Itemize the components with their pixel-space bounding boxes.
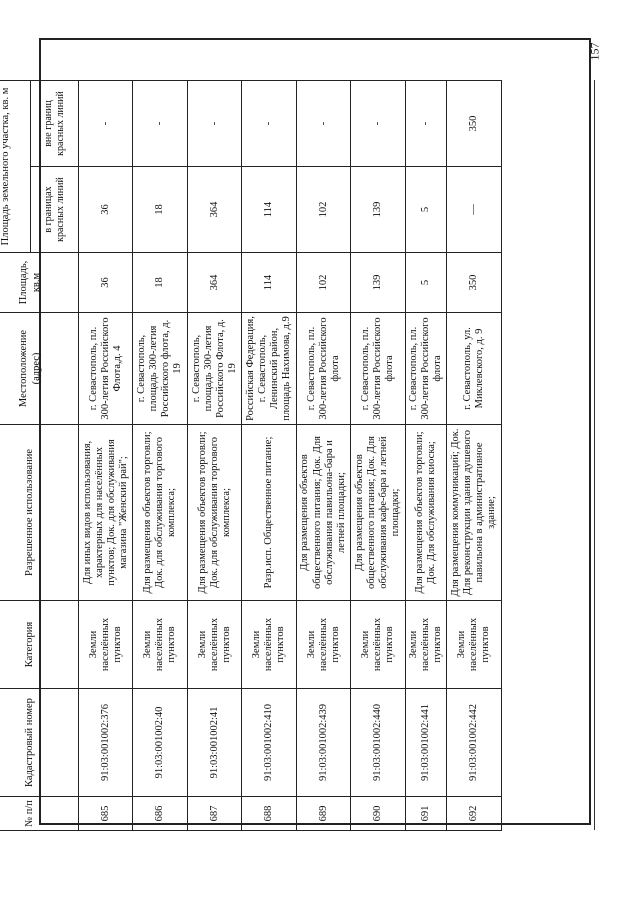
category-cell: Земли населённых пунктов xyxy=(79,601,133,689)
location-cell: г. Севастополь, площадь 300-летия Российского Флота, д. 19 xyxy=(187,313,241,425)
area-outside-red-lines-cell: - xyxy=(405,80,447,166)
area-cell: 5 xyxy=(405,253,447,313)
area-within-red-lines-cell: 139 xyxy=(351,167,405,253)
page-number: 157 xyxy=(587,42,602,61)
header-category: Категория xyxy=(0,601,79,689)
area-cell: 114 xyxy=(242,253,296,313)
permitted-use-cell: Разр.исп. Общественное питание; xyxy=(242,425,296,601)
category-cell: Земли населённых пунктов xyxy=(447,601,502,689)
location-cell: г. Севастополь, ул. Миклевского, д. 9 xyxy=(447,313,502,425)
permitted-use-cell: Для размещения объектов торговли; Док. Для обслуживания киоска; xyxy=(405,425,447,601)
category-cell: Земли населённых пунктов xyxy=(296,601,350,689)
header-outside-red-lines: вне границ красных линий xyxy=(31,80,79,166)
area-cell: 350 xyxy=(447,253,502,313)
permitted-use-cell: Для иных видов использования, характерных для населённых пунктов; Док. для обслуживания магазина "Женский рай"; xyxy=(79,425,133,601)
area-outside-red-lines-cell: - xyxy=(351,80,405,166)
table-row xyxy=(242,80,296,830)
land-plots-table xyxy=(0,80,502,831)
area-outside-red-lines-cell: 350 xyxy=(447,80,502,166)
location-cell: г. Севастополь, пл. 300-летия Российского флота xyxy=(296,313,350,425)
cadastral-number-cell: 91:03:001002:41 xyxy=(187,689,241,797)
area-outside-red-lines-cell: - xyxy=(79,80,133,166)
table-row xyxy=(447,80,502,830)
area-within-red-lines-cell: 114 xyxy=(242,167,296,253)
category-cell: Земли населённых пунктов xyxy=(405,601,447,689)
row-num-cell: 689 xyxy=(296,797,350,831)
area-outside-red-lines-cell: - xyxy=(296,80,350,166)
location-cell: г. Севастополь, пл. 300-летия Российского флота xyxy=(405,313,447,425)
header-area: Площадь, кв.м xyxy=(0,253,79,313)
header-num: № п/п xyxy=(0,797,79,831)
category-cell: Земли населённых пунктов xyxy=(242,601,296,689)
cadastral-number-cell: 91:03:001002:441 xyxy=(405,689,447,797)
header-land-area: Площадь земельного участка, кв. м xyxy=(0,80,31,252)
cadastral-number-cell: 91:03:001002:376 xyxy=(79,689,133,797)
area-within-red-lines-cell: — xyxy=(447,167,502,253)
area-outside-red-lines-cell: - xyxy=(133,80,187,166)
table-row xyxy=(187,80,241,830)
location-cell: г. Севастополь, пл. 300-летия Российского флота xyxy=(351,313,405,425)
row-num-cell: 687 xyxy=(187,797,241,831)
cadastral-number-cell: 91:03:001002:40 xyxy=(133,689,187,797)
table-row xyxy=(296,80,350,830)
table-row xyxy=(79,80,133,830)
area-cell: 139 xyxy=(351,253,405,313)
area-within-red-lines-cell: 5 xyxy=(405,167,447,253)
area-cell: 364 xyxy=(187,253,241,313)
location-cell: г. Севастополь, площадь 300-летия Российского флота, д. 19 xyxy=(133,313,187,425)
permitted-use-cell: Для размещения объектов торговли; Док. для обслуживания торгового комплекса; xyxy=(133,425,187,601)
category-cell: Земли населённых пунктов xyxy=(187,601,241,689)
permitted-use-cell: Для размещения объектов общественного питания; Док. Для обслуживания павильона-бара и летней площадки; xyxy=(296,425,350,601)
row-num-cell: 691 xyxy=(405,797,447,831)
location-cell: Российская Федерация, г. Севастополь, Ленинский район, площадь Нахимова, д.9 xyxy=(242,313,296,425)
area-outside-red-lines-cell: - xyxy=(187,80,241,166)
row-num-cell: 686 xyxy=(133,797,187,831)
rotated-table-container xyxy=(0,81,502,831)
cadastral-number-cell: 91:03:001002:440 xyxy=(351,689,405,797)
area-within-red-lines-cell: 18 xyxy=(133,167,187,253)
table-row xyxy=(351,80,405,830)
area-cell: 18 xyxy=(133,253,187,313)
row-num-cell: 685 xyxy=(79,797,133,831)
header-location: Местоположение (адрес) xyxy=(0,313,79,425)
area-cell: 102 xyxy=(296,253,350,313)
permitted-use-cell: Для размещения объектов общественного питания; Док. Для обслуживания кафе-бара и летней площадки; xyxy=(351,425,405,601)
table-row xyxy=(133,80,187,830)
table-row xyxy=(405,80,447,830)
area-within-red-lines-cell: 36 xyxy=(79,167,133,253)
area-outside-red-lines-cell: - xyxy=(242,80,296,166)
row-num-cell: 692 xyxy=(447,797,502,831)
row-num-cell: 688 xyxy=(242,797,296,831)
cadastral-number-cell: 91:03:001002:410 xyxy=(242,689,296,797)
permitted-use-cell: Для размещения объектов торговли; Док. для обслуживания торгового комплекса; xyxy=(187,425,241,601)
area-cell: 36 xyxy=(79,253,133,313)
header-cadastral: Кадастровый номер xyxy=(0,689,79,797)
cadastral-number-cell: 91:03:001002:442 xyxy=(447,689,502,797)
header-permitted-use: Разрешенное использование xyxy=(0,425,79,601)
page-number-rule xyxy=(594,80,595,830)
category-cell: Земли населённых пунктов xyxy=(351,601,405,689)
area-within-red-lines-cell: 102 xyxy=(296,167,350,253)
row-num-cell: 690 xyxy=(351,797,405,831)
header-within-red-lines: в границах красных линий xyxy=(31,167,79,253)
location-cell: г. Севастополь, пл. 300-летия Российского Флота,д. 4 xyxy=(79,313,133,425)
category-cell: Земли населённых пунктов xyxy=(133,601,187,689)
permitted-use-cell: Для размещения коммуникаций; Док. Для реконструкции здания душевого павильона в административное здание; xyxy=(447,425,502,601)
cadastral-number-cell: 91:03:001002:439 xyxy=(296,689,350,797)
area-within-red-lines-cell: 364 xyxy=(187,167,241,253)
